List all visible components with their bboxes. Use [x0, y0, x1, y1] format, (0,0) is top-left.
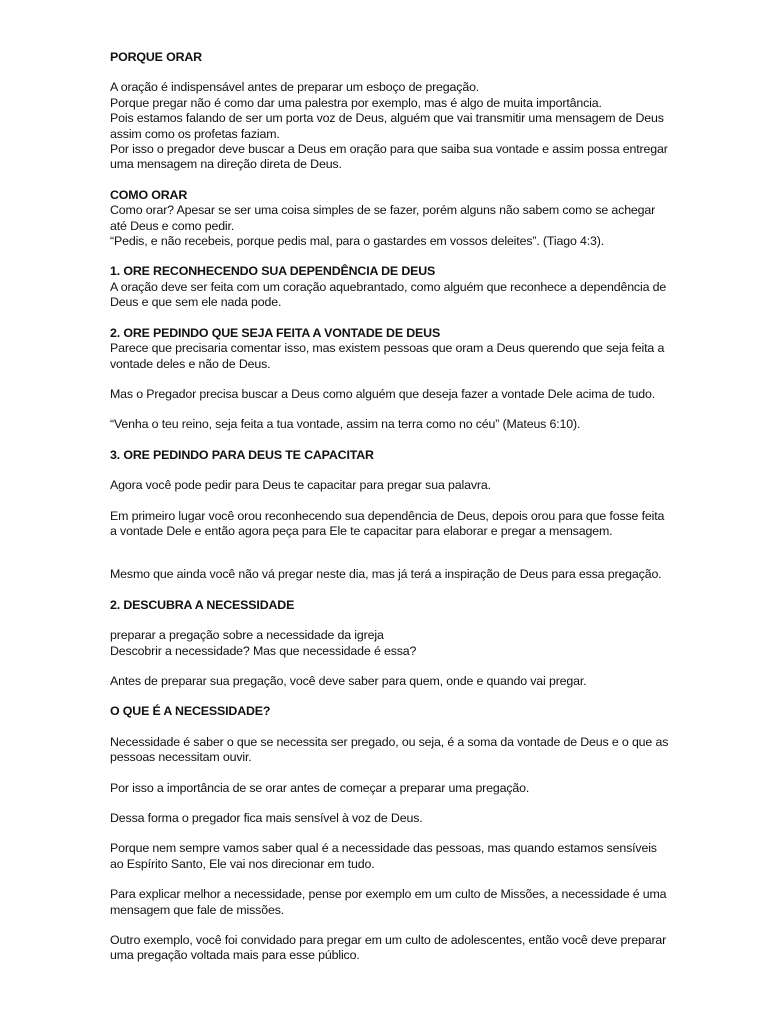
paragraph: Como orar? Apesar se ser uma coisa simples de se fazer, porém alguns não sabem como se achegar até Deus e como pedir. [110, 203, 656, 233]
paragraph: Porque pregar não é como dar uma palestra por exemplo, mas é algo de muita importância. [110, 95, 602, 110]
section-heading-necessidade: 2. DESCUBRA A NECESSIDADE [110, 597, 295, 612]
quote-paragraph: “Venha o teu reino, seja feita a tua vontade, assim na terra como no céu” (Mateus 6:10). [110, 417, 581, 432]
paragraph: Em primeiro lugar você orou reconhecendo sua dependência de Deus, depois orou para que fosse feita a vontade Dele e então agora peça para Ele te capacitar para elaborar e pregar a mensagem. [110, 508, 665, 538]
paragraph: Outro exemplo, você foi convidado para pregar em um culto de adolescentes, então você deve preparar uma pregação voltada mais para esse público. [110, 933, 667, 963]
paragraph: Porque nem sempre vamos saber qual é a necessidade das pessoas, mas quando estamos sensíveis ao Espírito Santo, Ele vai nos direcionar em tudo. [110, 841, 657, 871]
paragraph: preparar a pregação sobre a necessidade da igreja [110, 628, 384, 643]
section-heading-o-que-e-necessidade: O QUE É A NECESSIDADE? [110, 704, 271, 719]
paragraph: Mesmo que ainda você não vá pregar neste dia, mas já terá a inspiração de Deus para essa pregação. [110, 567, 662, 582]
section-heading-porque-orar: PORQUE ORAR [110, 50, 202, 64]
paragraph: Descobrir a necessidade? Mas que necessidade é essa? [110, 643, 417, 658]
section-heading-dependencia: 1. ORE RECONHECENDO SUA DEPENDÊNCIA DE DEUS [110, 264, 436, 279]
paragraph: A oração é indispensável antes de preparar um esboço de pregação. [110, 80, 480, 95]
paragraph: Por isso a importância de se orar antes de começar a preparar uma pregação. [110, 780, 530, 795]
paragraph: Pois estamos falando de ser um porta voz de Deus, alguém que vai transmitir uma mensagem de Deus assim como os profetas faziam. [110, 111, 664, 141]
section-heading-como-orar: COMO ORAR [110, 187, 188, 202]
paragraph: Para explicar melhor a necessidade, pense por exemplo em um culto de Missões, a necessidade é uma mensagem que fale de missões. [110, 887, 667, 917]
section-heading-capacitar: 3. ORE PEDINDO PARA DEUS TE CAPACITAR [110, 447, 374, 462]
paragraph: Mas o Pregador precisa buscar a Deus como alguém que deseja fazer a vontade Dele acima de tudo. [110, 386, 656, 401]
quote-paragraph: “Pedis, e não recebeis, porque pedis mal, para o gastardes em vossos deleites”. (Tiago 4:3). [110, 234, 605, 249]
paragraph: A oração deve ser feita com um coração aquebrantado, como alguém que reconhece a dependência de Deus e que sem ele nada pode. [110, 279, 667, 310]
paragraph: Parece que precisaria comentar isso, mas existem pessoas que oram a Deus querendo que seja feita a vontade deles e não de Deus. [110, 341, 665, 371]
paragraph: Agora você pode pedir para Deus te capacitar para pregar sua palavra. [110, 478, 491, 493]
document-page [110, 50, 670, 964]
paragraph: Por isso o pregador deve buscar a Deus em oração para que saiba sua vontade e assim possa entregar uma mensagem na direção direta de Deus. [110, 142, 668, 172]
paragraph: Antes de preparar sua pregação, você deve saber para quem, onde e quando vai pregar. [110, 673, 587, 688]
paragraph: Necessidade é saber o que se necessita ser pregado, ou seja, é a soma da vontade de Deus e o que as pessoas necessitam ouvir. [110, 734, 669, 765]
paragraph: Dessa forma o pregador fica mais sensível à voz de Deus. [110, 811, 423, 825]
section-heading-vontade: 2. ORE PEDINDO QUE SEJA FEITA A VONTADE DE DEUS [110, 325, 441, 340]
